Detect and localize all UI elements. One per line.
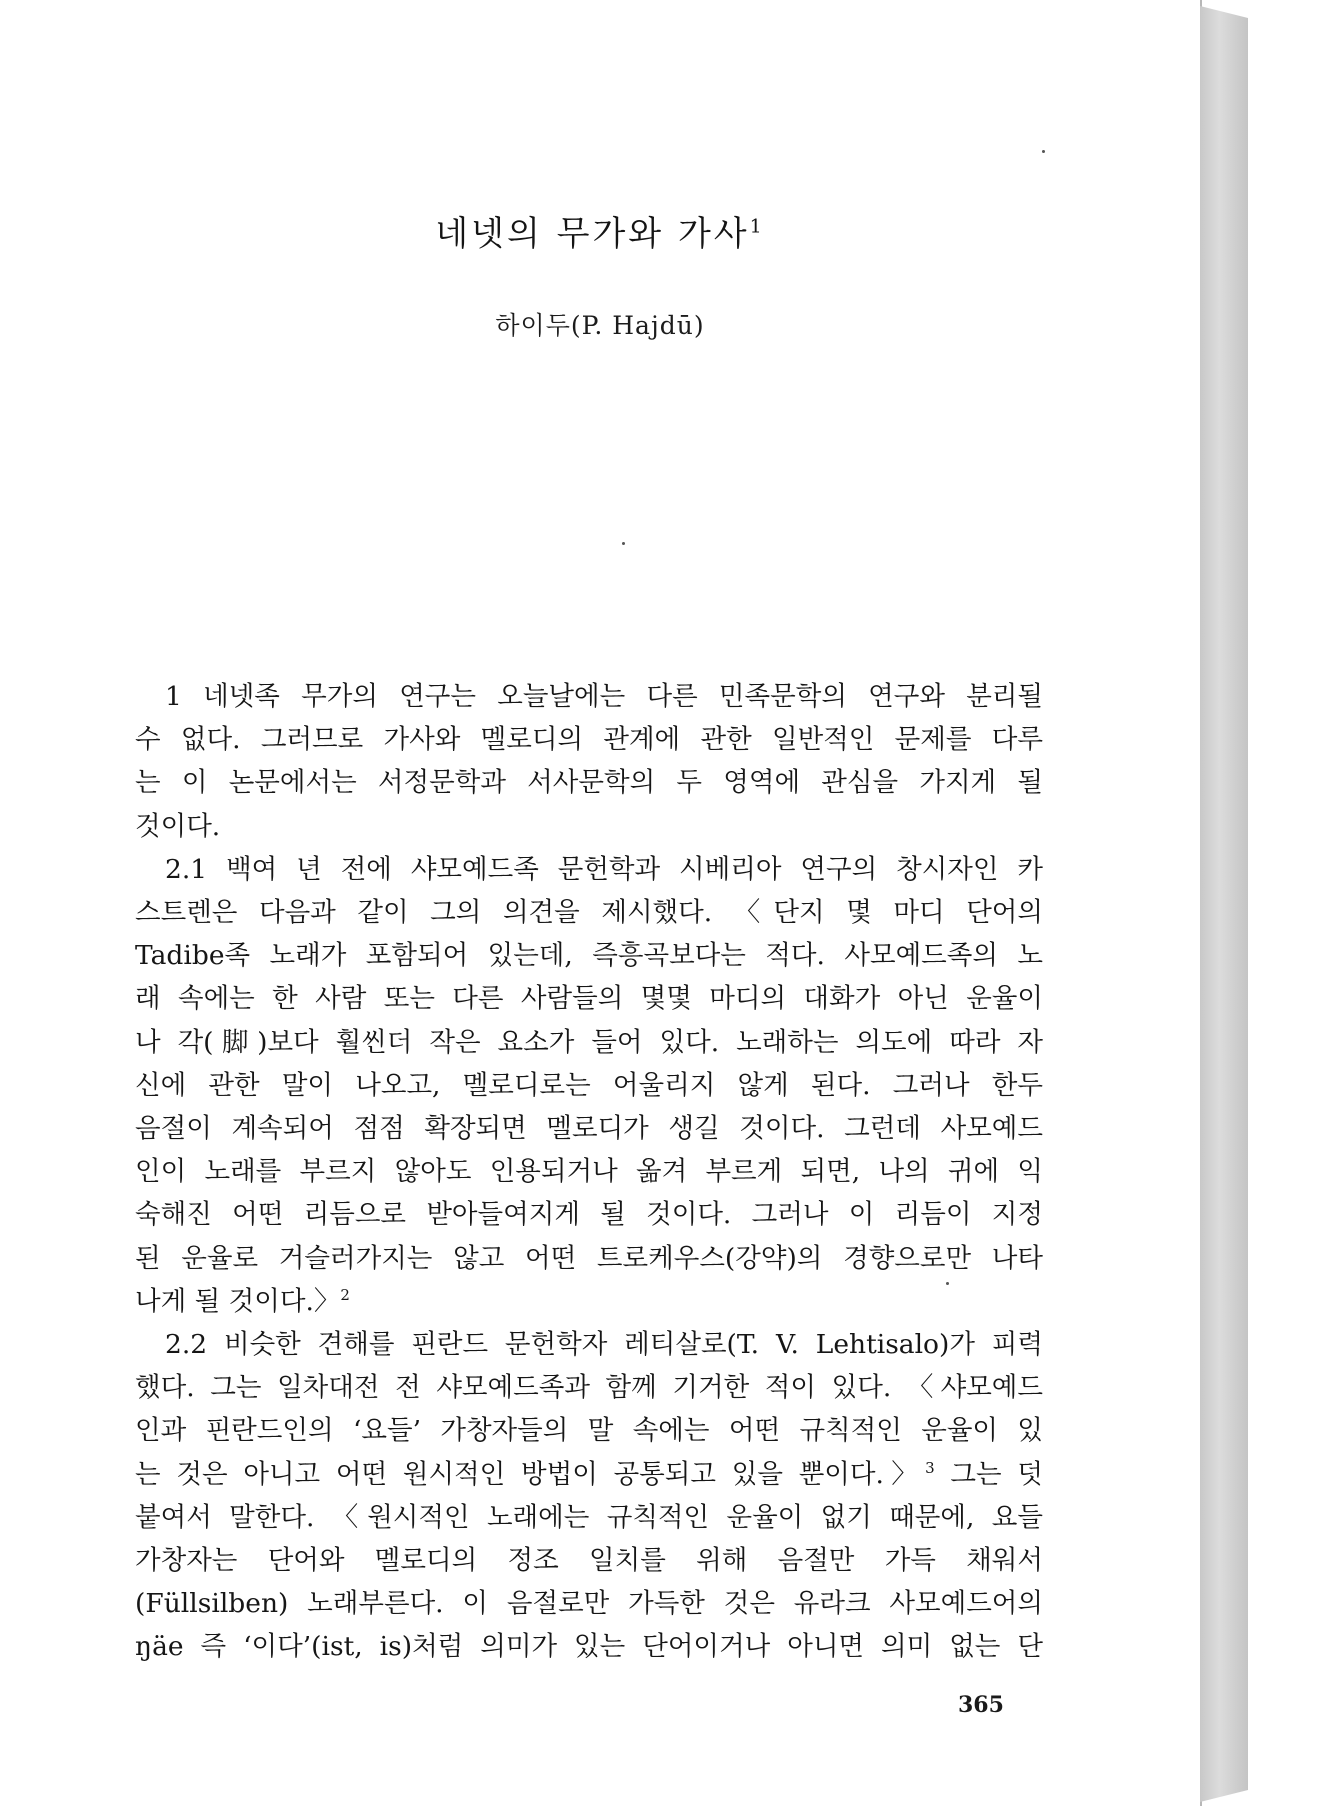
text-line: 2.2 비슷한 견해를 핀란드 문헌학자 레티살로(T. V. Lehtisalo)가 피력 [165,1329,1043,1361]
scan-speck [622,542,625,545]
text-line: 는 이 논문에서는 서정문학과 서사문학의 두 영역에 관심을 가지게 될 [135,767,1043,799]
text-line: 는 것은 아니고 어떤 원시적인 방법이 공통되고 있을 뿐이다.〉$^3$ 그는 덧 [135,1458,1043,1490]
text-line: 2.1 백여 년 전에 샤모예드족 문헌학과 시베리아 연구의 창시자인 카 [165,853,1043,885]
article-title: 네넷의 무가와 가사$^1$ [435,214,765,254]
author-line: 하이두(P. Hajdū) [495,311,705,340]
text-line: 음절이 계속되어 점점 확장되면 멜로디가 생길 것이다. 그런데 사모예드 [135,1113,1043,1145]
text-line: 수 없다. 그러므로 가사와 멜로디의 관계에 관한 일반적인 문제를 다루 [135,724,1043,756]
text-line: 인이 노래를 부르지 않아도 인용되거나 옮겨 부르게 되면, 나의 귀에 익 [135,1156,1043,1188]
text-line: ŋäe 즉 ‘이다’(ist, is)처럼 의미가 있는 단어이거나 아니면 의미 없는 단 [135,1631,1043,1663]
text-line: 붙여서 말한다. 〈원시적인 노래에는 규칙적인 운율이 없기 때문에, 요들 [135,1501,1043,1533]
text-line: 된 운율로 거슬러가지는 않고 어떤 트로케우스(강약)의 경향으로만 나타 [135,1242,1043,1274]
title-footnote-mark: 1 [749,215,765,238]
body-text [135,675,1043,1669]
page-number: 365 [958,1692,1004,1718]
text-line: 래 속에는 한 사람 또는 다른 사람들의 몇몇 마디의 대화가 아닌 운율이 [135,983,1043,1015]
page-stack-edge [1200,6,1248,1802]
text-line: Tadibe족 노래가 포함되어 있는데, 즉흥곡보다는 적다. 사모예드족의 노 [135,940,1043,972]
text-line: 스트렌은 다음과 같이 그의 의견을 제시했다. 〈단지 몇 마디 단어의 [135,897,1043,929]
text-line: 인과 핀란드인의 ‘요들’ 가창자들의 말 속에는 어떤 규칙적인 운율이 있 [135,1415,1043,1447]
text-line: 1 네넷족 무가의 연구는 오늘날에는 다른 민족문학의 연구와 분리될 [165,681,1043,712]
text-line: 숙해진 어떤 리듬으로 받아들여지게 될 것이다. 그러나 이 리듬이 지정 [135,1199,1043,1231]
text-line: 했다. 그는 일차대전 전 샤모예드족과 함께 기거한 적이 있다. 〈샤모예드 [135,1372,1043,1404]
text-line: (Füllsilben) 노래부른다. 이 음절로만 가득한 것은 유라크 사모예드어의 [135,1588,1043,1620]
footnote-mark: 2 [340,1286,350,1305]
scan-speck [946,1282,949,1285]
scan-speck [1042,150,1045,153]
footnote-mark: 3 [925,1458,935,1477]
text-line: 나 각(脚)보다 훨씬더 작은 요소가 들어 있다. 노래하는 의도에 따라 자 [135,1026,1043,1058]
text-line: 신에 관한 말이 나오고, 멜로디로는 어울리지 않게 된다. 그러나 한두 [135,1069,1043,1101]
text-line: 것이다. [135,810,221,842]
text-line: 나게 될 것이다.〉$^2$ [135,1285,350,1317]
text-line: 가창자는 단어와 멜로디의 정조 일치를 위해 음절만 가득 채워서 [135,1545,1043,1577]
